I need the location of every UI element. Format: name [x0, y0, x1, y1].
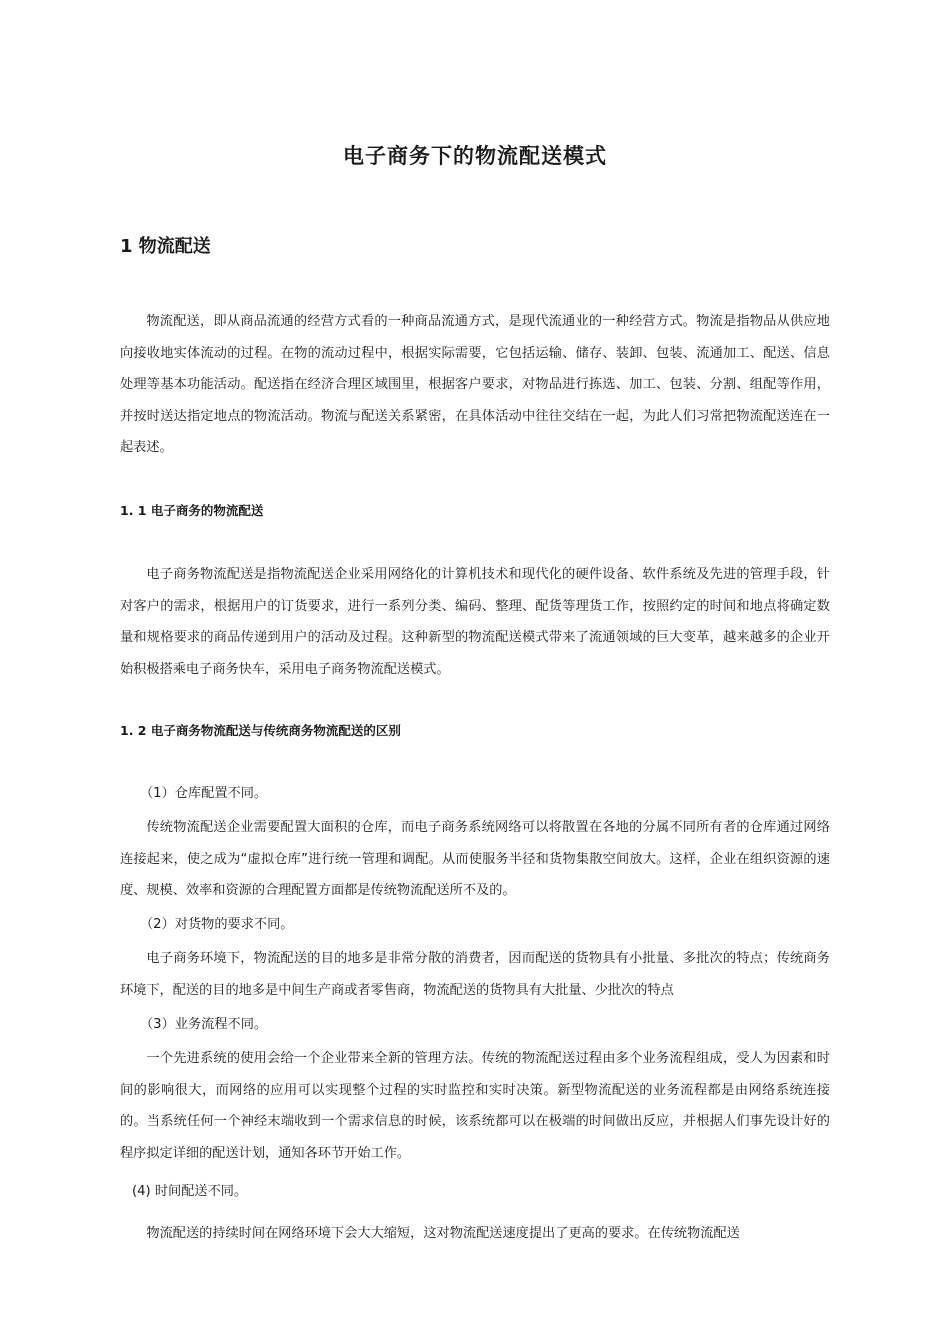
section-1-paragraph: 物流配送，即从商品流通的经营方式看的一种商品流通方式，是现代流通业的一种经营方式。物流是指物品从供应地向接收地实体流动的过程。在物的流动过程中，根据实际需要，它包括运输、储存、装卸、包装、流通加工、配送、信息处理等基本功能活动。配送指在经济合理区域围里，根据客户要求，对物品进行拣选、加工、包装、分割、组配等作用，并按时送达指定地点的物流活动。物流与配送关系紧密，在具体活动中往往交结在一起，为此人们习常把物流配送连在一起表述。 [120, 314, 830, 456]
list-item-1-paragraph: 传统物流配送企业需要配置大面积的仓库，而电子商务系统网络可以将散置在各地的分属不同所有者的仓库通过网络连接起来，使之成为“虚拟仓库”进行统一管理和调配。从而使服务半径和货物集散空间放大。这样，企业在组织资源的速度、规模、效率和资源的合理配置方面都是传统物流配送所不及的。 [120, 820, 830, 899]
section-1-1-paragraph: 电子商务物流配送是指物流配送企业采用网络化的计算机技术和现代化的硬件设备、软件系统及先进的管理手段，针对客户的需求，根据用户的订货要求，进行一系列分类、编码、整理、配货等理货工作，按照约定的时间和地点将确定数量和规格要求的商品传递到用户的活动及过程。这种新型的物流配送模式带来了流通领域的巨大变革，越来越多的企业开始积极搭乘电子商务快车，采用电子商务物流配送模式。 [120, 567, 830, 677]
section-1-2-heading: 1. 2 电子商务物流配送与传统商务物流配送的区别 [120, 723, 401, 738]
section-1-heading: 1 物流配送 [120, 236, 211, 257]
list-item-1: （1）仓库配置不同。 [140, 786, 268, 801]
list-item-4: (4) 时间配送不同。 [132, 1184, 248, 1199]
list-item-4-paragraph: 物流配送的持续时间在网络环境下会大大缩短，这对物流配送速度提出了更高的要求。在传统物流配送 [146, 1226, 740, 1241]
list-item-3: （3）业务流程不同。 [140, 1017, 268, 1032]
list-item-2-paragraph: 电子商务环境下，物流配送的目的地多是非常分散的消费者，因而配送的货物具有小批量、多批次的特点；传统商务环境下，配送的目的地多是中间生产商或者零售商，物流配送的货物具有大批量、少批次的特点 [120, 951, 830, 998]
list-item-2: （2）对货物的要求不同。 [140, 917, 294, 932]
document-title: 电子商务下的物流配送模式 [343, 144, 607, 168]
section-1-1-heading: 1. 1 电子商务的物流配送 [120, 503, 264, 518]
list-item-3-paragraph: 一个先进系统的使用会给一个企业带来全新的管理方法。传统的物流配送过程由多个业务流程组成，受人为因素和时间的影响很大，而网络的应用可以实现整个过程的实时监控和实时决策。新型物流配送的业务流程都是由网络系统连接的。当系统任何一个神经末端收到一个需求信息的时候，该系统都可以在极端的时间做出反应，并根据人们事先设计好的程序拟定详细的配送计划，通知各环节开始工作。 [120, 1051, 830, 1161]
